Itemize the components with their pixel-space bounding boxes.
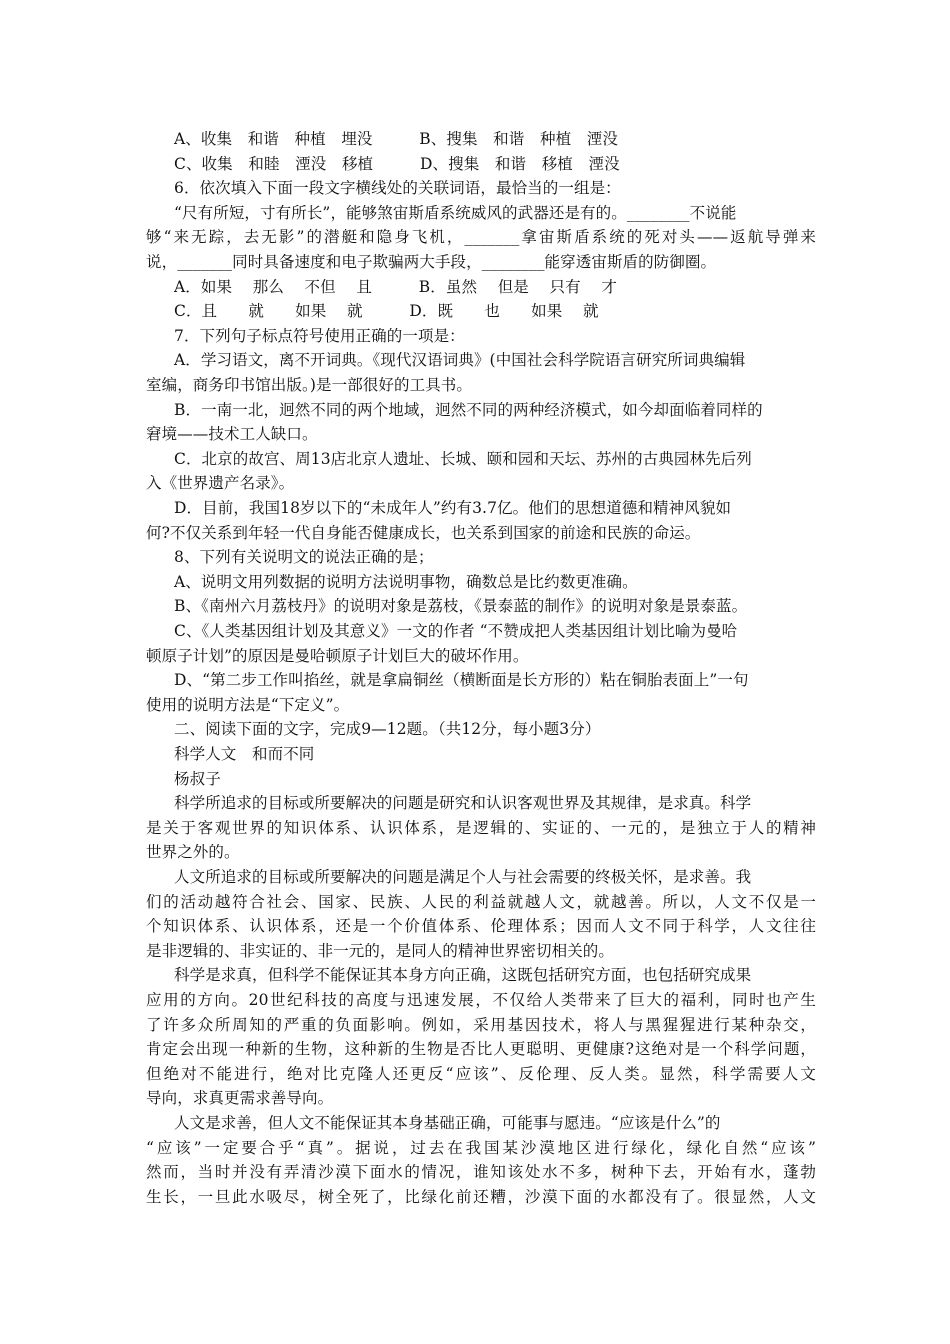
text-line: A、收集 和谐 种植 埋没 B、搜集 和谐 种植 湮没 [174,130,618,148]
text-line: 入《世界遗产名录》。 [146,474,295,493]
text-line: “尺有所短，寸有所长”，能够煞宙斯盾系统威风的武器还是有的。________不说能 [174,203,737,222]
text-line: 窘境——技术工人缺口。 [146,425,318,444]
text-line: 说，_______同时具备速度和电子欺骗两大手段，________能穿透宙斯盾的防御圈。 [146,253,717,271]
text-line: 科学是求真，但科学不能保证其本身方向正确，这既包括研究方面，也包括研究成果 [174,966,752,985]
text-line: 了许多众所周知的严重的负面影响。例如，采用基因技术，将人与黑猩猩进行某种杂交， [146,1015,816,1034]
text-line: 生长，一旦此水吸尽，树全死了，比绿化前还糟，沙漠下面的水都没有了。很显然，人文 [146,1187,816,1206]
text-line: 科学所追求的目标或所要解决的问题是研究和认识客观世界及其规律，是求真。科学 [174,794,752,813]
text-line: 杨叔子 [174,769,221,788]
text-line: 8、下列有关说明文的说法正确的是； [174,548,434,567]
text-line: 导向，求真更需求善导向。 [146,1089,334,1108]
text-line: 二、阅读下面的文字，完成9—12题。（共12分，每小题3分） [174,720,601,739]
text-line: 人文是求善，但人文不能保证其本身基础正确，可能事与愿违。“应该是什么”的 [174,1114,721,1132]
text-line: 何?不仅关系到年轻一代自身能否健康成长，也关系到国家的前途和民族的命运。 [146,523,701,542]
text-line: 科学人文 和而不同 [174,745,315,763]
text-line: 7．下列句子标点符号使用正确的一项是： [174,326,465,345]
text-line: C、《人类基因组计划及其意义》一文的作者 “不赞成把人类基因组计划比喻为曼哈 [174,622,738,640]
text-line: 肯定会出现一种新的生物，这种新的生物是否比人更聪明、更健康?这绝对是一个科学问题， [146,1040,816,1059]
text-line: C．且 就 如果 就 D．既 也 如果 就 [174,302,599,321]
text-line: 6．依次填入下面一段文字横线处的关联词语，最恰当的一组是： [174,179,621,198]
text-line: 使用的说明方法是“下定义”。 [146,695,350,714]
text-line: 人文所追求的目标或所要解决的问题是满足个人与社会需要的终极关怀，是求善。我 [174,868,752,886]
text-line: 室编，商务印书馆出版。)是一部很好的工具书。 [146,376,472,394]
text-line: 们的活动越符合社会、国家、民族、人民的利益就越人文，就越善。所以，人文不仅是一 [146,892,816,911]
text-line: D．目前，我国18岁以下的“未成年人”约有3.7亿。他们的思想道德和精神风貌如 [174,499,732,517]
text-line: C．北京的故宫、周13店北京人遗址、长城、颐和园和天坛、苏州的古典园林先后列 [174,449,752,468]
text-line: 够“来无踪，去无影”的潜艇和隐身飞机，_______拿宙斯盾系统的死对头——返航导弹来 [146,228,816,247]
text-line: 世界之外的。 [146,843,240,862]
text-line: C、收集 和睦 湮没 移植 D、搜集 和谐 移植 湮没 [174,154,620,173]
text-line: A、说明文用列数据的说明方法说明事物，确数总是比约数更准确。 [174,572,638,591]
text-line: 个知识体系、认识体系，还是一个价值体系、伦理体系；因而人文不同于科学，人文往往 [146,917,816,936]
text-line: “应该”一定要合乎“真”。据说，过去在我国某沙漠地区进行绿化，绿化自然“应该” [146,1138,816,1157]
text-line: 但绝对不能进行，绝对比克隆人还更反“应该”、反伦理、反人类。显然，科学需要人文 [146,1064,816,1083]
text-line: D、“第二步工作叫掐丝，就是拿扁铜丝（横断面是长方形的）粘在铜胎表面上”一句 [174,671,749,690]
text-line: B．一南一北，迥然不同的两个地域，迥然不同的两种经济模式，如今却面临着同样的 [174,400,763,419]
text-line: A．学习语文，离不开词典。《现代汉语词典》(中国社会科学院语言研究所词典编辑 [174,351,746,370]
text-line: B、《南州六月荔枝丹》的说明对象是荔枝，《景泰蓝的制作》的说明对象是景泰蓝。 [174,597,748,616]
text-line: 顿原子计划”的原因是曼哈顿原子计划巨大的破坏作用。 [146,646,529,665]
text-line: 是非逻辑的、非实证的、非一元的，是同人的精神世界密切相关的。 [146,941,615,960]
text-line: 是关于客观世界的知识体系、认识体系，是逻辑的、实证的、一元的，是独立于人的精神 [146,818,816,837]
text-line: 应用的方向。20世纪科技的高度与迅速发展，不仅给人类带来了巨大的福利，同时也产生 [146,991,816,1009]
text-line: 然而，当时并没有弄清沙漠下面水的情况，谁知该处水不多，树种下去，开始有水，蓬勃 [146,1163,816,1182]
text-line: A．如果 那么 不但 且 B．虽然 但是 只有 才 [174,277,617,296]
